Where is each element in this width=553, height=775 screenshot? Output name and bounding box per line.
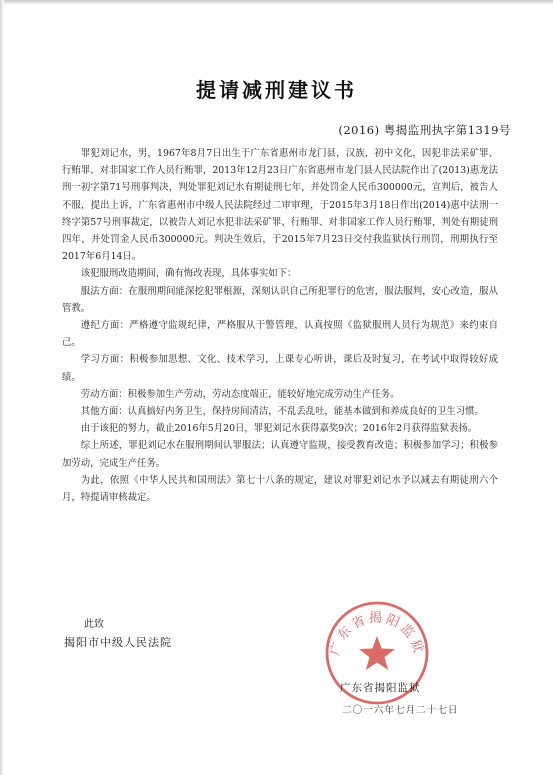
red-star-icon <box>359 636 395 670</box>
scan-edge-top <box>0 0 553 5</box>
paragraph-other: 其他方面：认真搞好内务卫生，保持房间清洁，不乱丢乱吐，能基本做到和养成良好的卫生习惯。 <box>80 406 484 418</box>
issue-date: 二〇一六年七月二十七日 <box>342 705 459 716</box>
paragraph-study: 学习方面：积极参加思想、文化、技术学习，上课专心听讲，课后及时复习，在考试中取得较好成绩。 <box>62 354 498 383</box>
closing-salutation: 此致 <box>84 619 104 630</box>
paragraph-case-facts: 罪犯刘记水，男，1967年8月7日出生于广东省惠州市龙门县，汉族，初中文化，因犯非法采矿罪、行贿罪、对非国家工作人员行贿罪，2013年12月23日广东省惠州市龙门县人民法院作出了(2013)惠龙法刑一初字第71号刑事判决，判处罪犯刘记水有期徒刑七年，并处罚金人民币300000元，宣判后，被告人不服，提出上诉，广东省惠州市中级人民法院经过二审审理，于2015年3月18日作出(2014)惠中法刑一终字第57号刑事裁定，以被告人刘记水犯非法采矿罪、行贿罪、对非国家工作人员行贿罪，判处有期徒刑四年，并处罚金人民币300000元。判决生效后，于2015年7月23日交付我监狱执行刑罚，刑期执行至2017年6月14日。 <box>62 148 498 263</box>
seal-text: 广东省揭阳监狱 <box>327 611 427 658</box>
issuer-name: 广东省揭阳监狱 <box>340 682 421 694</box>
paragraph-summary: 综上所述，罪犯刘记水在服刑期间认罪服法；认真遵守监规，接受教育改造；积极参加学习；积极参加劳动，完成生产任务。 <box>62 440 498 469</box>
paragraph-discipline: 遵纪方面：严格遵守监规纪律，严格服从干警管理，认真按照《监狱服刑人员行为规范》来约束自己。 <box>62 320 498 349</box>
paragraph-obey-law: 服法方面：在服刑期间能深挖犯罪根源，深刻认识自己所犯罪行的危害，服法服判，安心改造，服从管教。 <box>62 285 498 314</box>
paragraph-intro: 该犯服刑改造期间，确有悔改表现，具体事实如下： <box>80 268 297 280</box>
paragraph-awards: 由于该犯的努力，截止2016年5月20日，罪犯刘记水获得嘉奖9次；2016年2月获得监狱表扬。 <box>80 423 478 435</box>
scan-edge-left <box>0 0 4 775</box>
recipient-court: 揭阳市中级人民法院 <box>64 636 172 649</box>
paragraph-recommendation: 为此，依照《中华人民共和国刑法》第七十八条的规定，建议对罪犯刘记水予以减去有期徒刑六个月，特提请审核裁定。 <box>62 474 498 504</box>
paragraph-labor: 劳动方面：积极参加生产劳动，劳动态度端正，能较好地完成劳动生产任务。 <box>80 388 400 400</box>
document-title: 提请减刑建议书 <box>196 78 357 102</box>
document-number: (2016) 粤揭监刑执字第1319号 <box>338 123 511 137</box>
document-body <box>62 145 498 506</box>
